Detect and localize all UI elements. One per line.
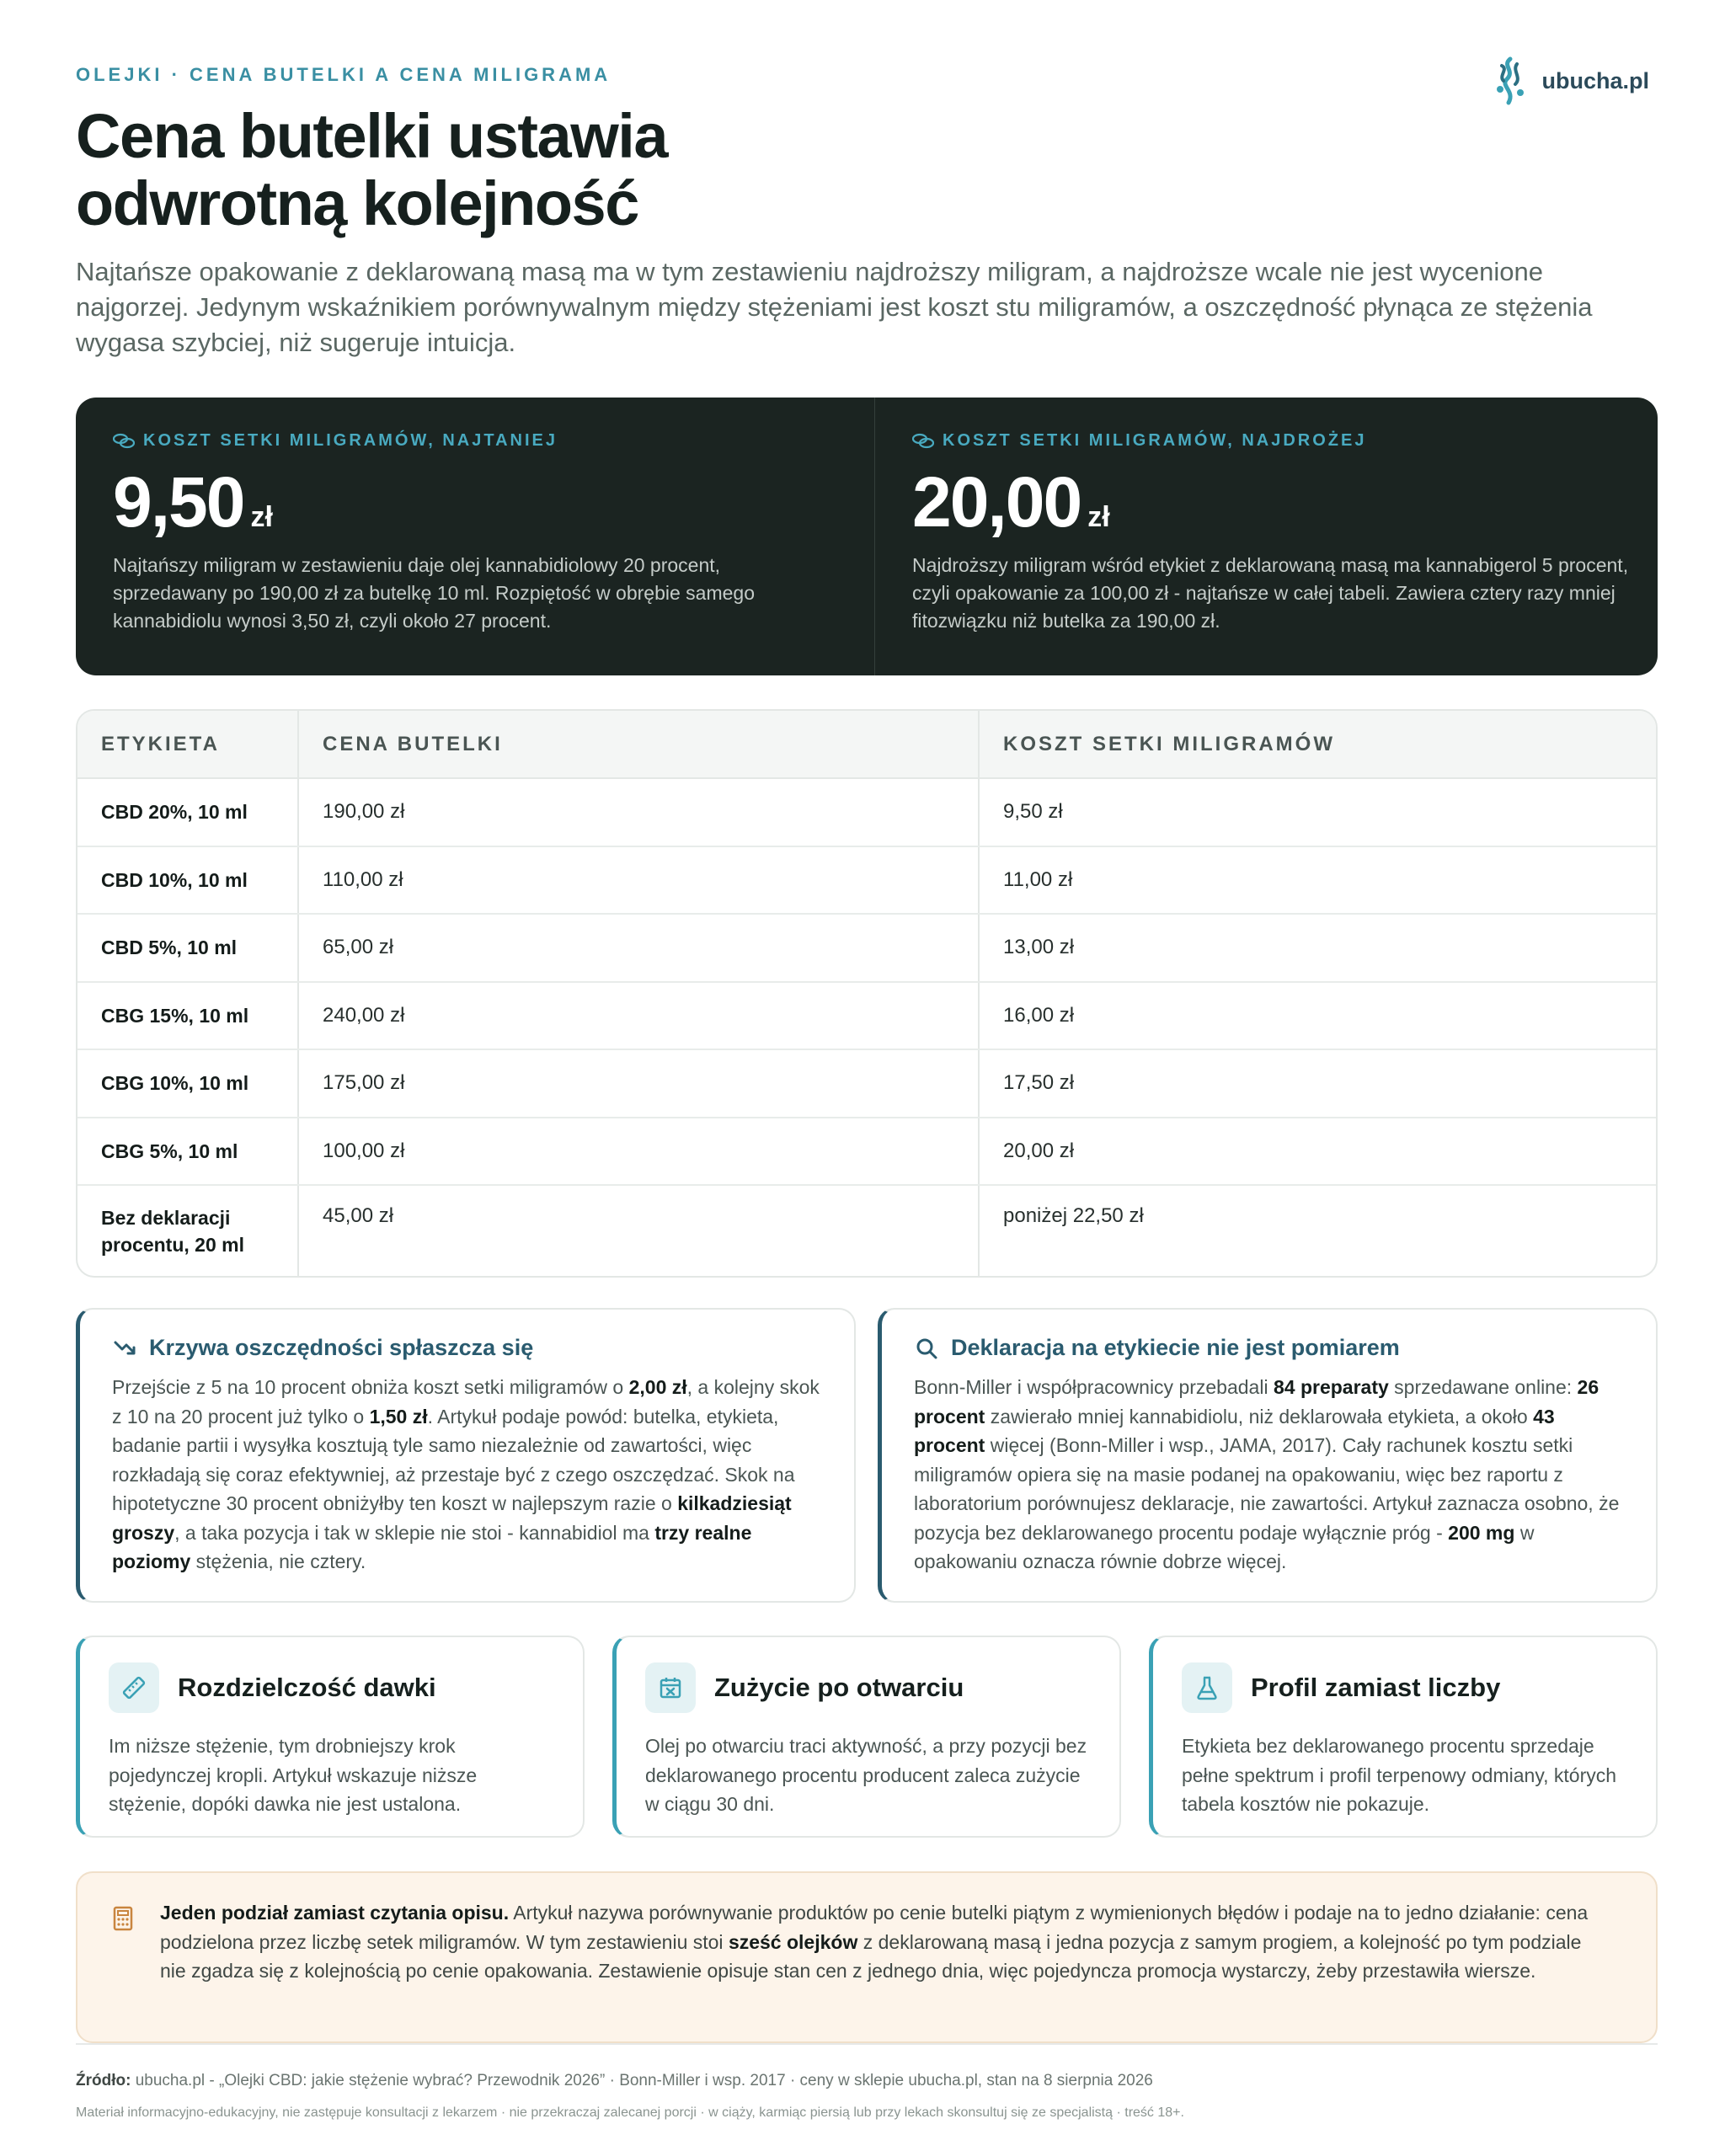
row-label: CBG 10%, 10 ml (77, 1049, 298, 1118)
row-label: CBD 5%, 10 ml (77, 914, 298, 982)
mini-card-profile (1149, 1636, 1658, 1838)
info-card-title: Krzywa oszczędności spłaszcza się (149, 1335, 534, 1360)
stat-label: KOSZT SETKI MILIGRAMÓW, NAJTANIEJ (143, 431, 558, 450)
bottle-price: 190,00 zł (298, 778, 979, 846)
mini-card-text: Olej po otwarciu traci aktywność, a przy pozycji bez deklarowanego procentu producent zaleca zużycie w ciągu 30 dni. (645, 1735, 1087, 1815)
coins-icon (113, 433, 135, 450)
cost-per-100mg: 20,00 zł (979, 1118, 1656, 1186)
coins-icon (912, 433, 934, 450)
table-row (77, 982, 1656, 1050)
bottle-price: 100,00 zł (298, 1118, 979, 1186)
note-callout (76, 1871, 1658, 2043)
stat-unit: zł (250, 501, 273, 533)
info-card-label-declaration (878, 1308, 1658, 1603)
row-label: CBD 10%, 10 ml (77, 846, 298, 915)
info-card-body: Bonn-Miller i współpracownicy przebadali 84 preparaty sprzedawane online: 26 procent zawierało mniej kannabidiolu, niż deklarowała etykieta, a około 43 procent więcej (Bonn-Miller i wsp., JAMA, 2017). Cały rachunek kosztu setki miligramów opiera się na masie podanej na opakowaniu, więc bez raportu z laboratorium porównujesz deklaracje, nie zawartości. Artykuł zaznacza osobno, że pozycja bez deklarowanego procentu podaje wyłącznie próg - 200 mg w opakowaniu oznacza równie dobrze więcej. (914, 1376, 1620, 1572)
stat-description: Najdroższy miligram wśród etykiet z deklarowaną masą ma kannabigerol 5 procent, czyli opakowanie za 100,00 zł - najtańsze w całej tabeli. Zawiera cztery razy mniej fitozwiązku niż butelka za 190,00 zł. (912, 554, 1629, 632)
seaweed-logo-icon (1490, 54, 1530, 108)
brand-name: ubucha.pl (1541, 67, 1649, 93)
stat-description: Najtańszy miligram w zestawieniu daje olej kannabidiolowy 20 procent, sprzedawany po 190,00 zł za butelkę 10 ml. Rozpiętość w obrębie samego kannabidiolu wynosi 3,50 zł, czyli około 27 procent. (113, 554, 755, 632)
cost-per-100mg: 13,00 zł (979, 914, 1656, 982)
table-row (77, 1049, 1656, 1118)
title-line-1: Cena butelki ustawia (76, 101, 667, 171)
table-row (77, 1118, 1656, 1186)
flask-icon (1194, 1674, 1220, 1701)
table-row (77, 778, 1656, 846)
row-label: Bez deklaracji procentu, 20 ml (101, 1207, 244, 1256)
stat-cheapest (76, 398, 874, 675)
mini-card-dose-resolution (76, 1636, 585, 1838)
mini-card-title: Zużycie po otwarciu (714, 1673, 964, 1702)
disclaimer: Materiał informacyjno-edukacyjny, nie zastępuje konsultacji z lekarzem · nie przekraczaj zalecanej porcji · w ciąży, karmiąc piersią lub przy lekach skonsultuj się ze specjalistą · treść 18+. (76, 2105, 1184, 2120)
calculator-icon (109, 1905, 136, 1932)
mini-card-text: Etykieta bez deklarowanego procentu sprzedaje pełne spektrum i profil terpenowy odmiany, których tabela kosztów nie pokazuje. (1182, 1735, 1617, 1815)
cost-per-100mg: 11,00 zł (979, 846, 1656, 915)
cost-per-100mg: 16,00 zł (979, 982, 1656, 1050)
row-label: CBG 5%, 10 ml (77, 1118, 298, 1186)
column-header-cost-per-100mg: KOSZT SETKI MILIGRAMÓW (979, 711, 1656, 778)
info-card-title: Deklaracja na etykiecie nie jest pomiarem (951, 1335, 1400, 1360)
lead-paragraph: Najtańsze opakowanie z deklarowaną masą ma w tym zestawieniu najdroższy miligram, a najdroższe wcale nie jest wycenione najgorzej. Jedynym wskaźnikiem porównywalnym między stężeniami jest koszt stu miligramów, a oszczędność płynąca ze stężenia wygasa szybciej, niż sugeruje intuicja. (76, 257, 1593, 357)
stat-label: KOSZT SETKI MILIGRAMÓW, NAJDROŻEJ (943, 431, 1367, 450)
brand-logo[interactable] (1490, 54, 1650, 108)
trend-down-icon (112, 1336, 137, 1361)
mini-card-after-opening (612, 1636, 1121, 1838)
calendar-x-icon (657, 1674, 684, 1701)
mini-card-text: Im niższe stężenie, tym drobniejszy krok pojedynczej kropli. Artykuł wskazuje niższe stężenie, dopóki dawka nie jest ustalona. (109, 1735, 478, 1815)
title-line-2: odwrotną kolejność (76, 168, 638, 238)
table-header-row (77, 711, 1656, 778)
info-card-body: Przejście z 5 na 10 procent obniża koszt setki miligramów o 2,00 zł, a kolejny skok z 10 na 20 procent już tylko o 1,50 zł. Artykuł podaje powód: butelka, etykieta, badanie partii i wysyłka kosztują tyle samo niezależnie od zawartości, więc rozkładają się coraz efektywniej, aż przestaje być z czego oszczędzać. Skok na hipotetyczne 30 procent obniżyłby ten koszt w najlepszym razie o kilkadziesiąt groszy, a taka pozycja i tak w sklepie nie stoi - kannabidiol ma trzy realne poziomy stężenia, nie cztery. (112, 1376, 820, 1572)
note-lead: Jeden podział zamiast czytania opisu. (160, 1902, 510, 1924)
row-label: CBG 15%, 10 ml (77, 982, 298, 1050)
kicker: OLEJKI · CENA BUTELKI A CENA MILIGRAMA (76, 64, 611, 85)
bottle-price: 65,00 zł (298, 914, 979, 982)
price-table (76, 709, 1658, 1278)
info-card-savings-curve (76, 1308, 856, 1603)
table-row (77, 1185, 1656, 1276)
table-row (77, 846, 1656, 915)
cost-per-100mg: poniżej 22,50 zł (979, 1185, 1656, 1276)
bottle-price: 110,00 zł (298, 846, 979, 915)
row-label: CBD 20%, 10 ml (77, 778, 298, 846)
mini-card-title: Rozdzielczość dawki (178, 1673, 436, 1702)
table-row (77, 914, 1656, 982)
column-header-label: ETYKIETA (77, 711, 298, 778)
source-line: Źródło: ubucha.pl - „Olejki CBD: jakie stężenie wybrać? Przewodnik 2026” · Bonn-Miller i wsp. 2017 · ceny w sklepie ubucha.pl, stan na 8 sierpnia 2026 (76, 2072, 1153, 2089)
bottle-price: 45,00 zł (298, 1185, 979, 1276)
bottle-price: 240,00 zł (298, 982, 979, 1050)
stats-band (76, 398, 1658, 675)
stat-unit: zł (1087, 501, 1110, 533)
column-header-bottle-price: CENA BUTELKI (298, 711, 979, 778)
stat-value: 20,00 (912, 462, 1081, 542)
cost-per-100mg: 9,50 zł (979, 778, 1656, 846)
stat-value: 9,50 (113, 462, 244, 542)
note-text: Jeden podział zamiast czytania opisu. Artykuł nazywa porównywanie produktów po cenie butelki piątym z wymienionych błędów i podaje na to jedno działanie: cena podzielona przez liczbę setek miligramów. W tym zestawieniu stoi sześć olejków z deklarowaną masą i jedna pozycja z samym progiem, a kolejność po tym podziale nie zgadza się z kolejnością po cenie opakowania. Zestawienie opisuje stan cen z jednego dnia, więc pojedyncza promocja wystarczy, żeby przestawiła wiersze. (160, 1902, 1589, 1982)
note-bold: sześć olejków (728, 1930, 858, 1953)
mini-card-title: Profil zamiast liczby (1251, 1673, 1501, 1702)
page-title (76, 103, 1002, 237)
bottle-price: 175,00 zł (298, 1049, 979, 1118)
stat-most-expensive (874, 398, 1674, 675)
footer-divider (76, 2043, 1658, 2045)
ruler-icon (120, 1674, 147, 1701)
magnifier-icon (914, 1336, 939, 1361)
cost-per-100mg: 17,50 zł (979, 1049, 1656, 1118)
